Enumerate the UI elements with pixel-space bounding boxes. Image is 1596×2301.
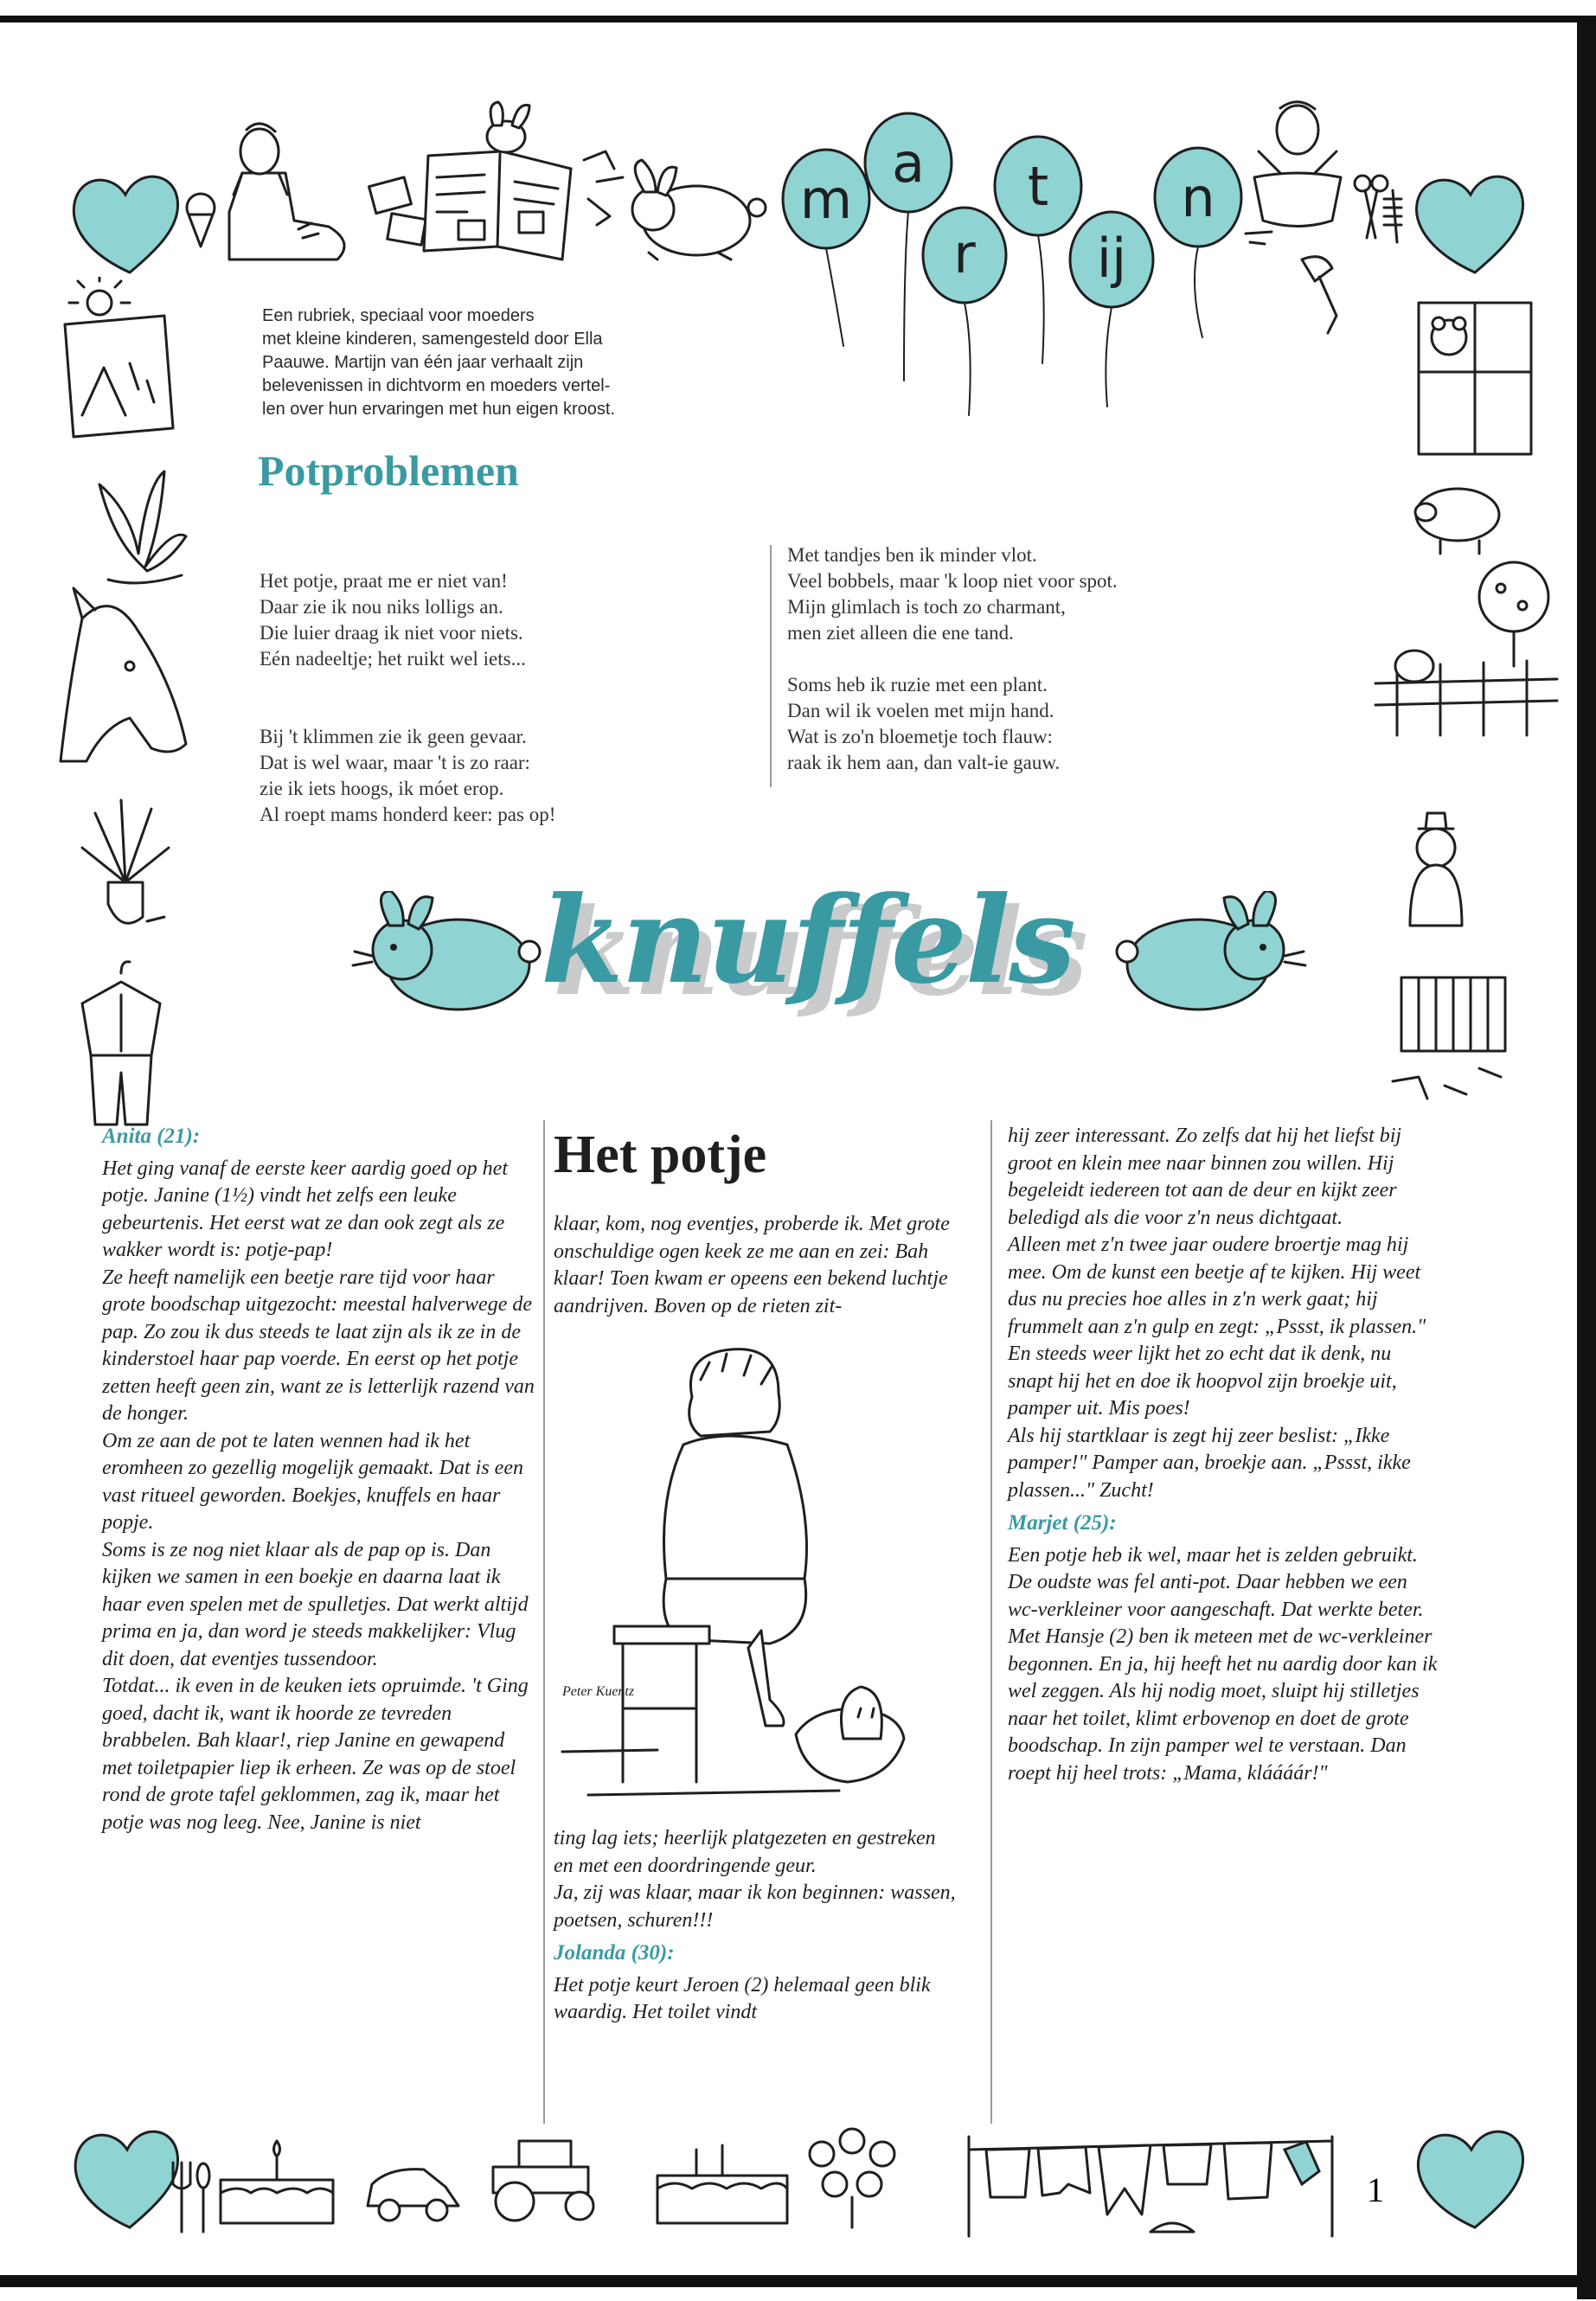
balloon-n: [1155, 148, 1241, 337]
poem-line: Dan wil ik voelen met mijn hand.: [787, 700, 1054, 721]
poem-line: Bij 't klimmen zie ik geen gevaar.: [260, 726, 527, 747]
snowman-illustration: [1410, 813, 1462, 926]
intro-line: belevenissen in dichtvorm en moeders vertel-: [262, 376, 611, 395]
heart-icon: [74, 176, 177, 272]
signature-text: Peter Kuentz: [562, 1684, 635, 1699]
poem-line: Eén nadeeltje; het ruikt wel iets...: [260, 648, 526, 670]
scissors-icon: [1355, 176, 1401, 242]
toy-tractor-illustration: [493, 2141, 593, 2221]
paragraph: Ze heeft namelijk een beetje rare tijd voor haar grote boodschap uitgezocht: meestal halverwege de pap. Zo zou ik dus steeds te laat zijn als ik ze in de kinderstoel haar pap voerde. En eerst op het potje zetten heeft geen zin, want ze is letterlijk razend van de honger.: [102, 1266, 535, 1425]
paragraph: ting lag iets; heerlijk platgezeten en gestreken en met een doordringende geur.: [554, 1827, 936, 1877]
balloon-t: [995, 137, 1081, 363]
illustrator-signature: [561, 1684, 635, 1699]
ice-cream-icon: [187, 194, 215, 247]
hanging-shirt-illustration: [82, 962, 160, 1125]
intro-line: met kleine kinderen, samengesteld door Ella: [262, 330, 603, 349]
poem-right-column: [787, 542, 1306, 776]
page-number-text: [1367, 2170, 1384, 2209]
paragraph: hij zeer interessant. Zo zelfs dat hij het liefst bij groot en klein mee naar binnen zou willen. Hij begeleidt iedereen tot aan de deur en kijkt zeer beledigd als die voor z'n neus dichtgaat.: [1008, 1125, 1402, 1229]
author-name: Marjet (25):: [1008, 1511, 1117, 1535]
scribbles-illustration: [584, 151, 623, 225]
hairdryer-icon: [1302, 257, 1336, 333]
paragraph: Alleen met z'n twee jaar oudere broertje mag hij mee. Om de kunst een beetje af te kijken. Hij weet dus nu precies hoe alles in z'n werk gaat; hij frummelt aan z'n gulp en zegt: „Pssst, ik plassen." En steeds weer lijkt het zo echt dat ik denk, nu snapt hij het en doe ik hoopvol zijn broekje uit, pamper uit. Mis poes!: [1008, 1234, 1426, 1420]
laundry-line-illustration: [969, 2137, 1332, 2236]
poem-line: men ziet alleen die ene tand.: [787, 622, 1014, 644]
article-column-3: [1008, 1123, 1440, 1787]
intro-line: len over hun ervaringen met hun eigen kroost.: [262, 400, 616, 419]
intro-line: Paauwe. Martijn van één jaar verhaalt zijn: [262, 353, 584, 372]
left-side-decoration: [0, 277, 225, 1142]
rabbit-reading-newspaper-illustration: [424, 102, 571, 260]
poem-line: Soms heb ik ruzie met een plant.: [787, 674, 1048, 695]
poem-left-column: [260, 542, 761, 828]
poem-line: zie ik iets hoogs, ik móet erop.: [260, 778, 504, 799]
svg-text:t: t: [1027, 155, 1049, 218]
paragraph: Totdat... ik even in de keuken iets opruimde. 't Ging goed, dacht ik, want ik hoorde ze tevreden brabbelen. Bah klaar!, riep Janine en gewapend met toiletpapier liep ik erheen. Ze was op de stoel rond de grote tafel geklommen, zag ik, maar het potje was nog leeg. Nee, Janine is niet: [102, 1675, 529, 1834]
page-border-bottom: [0, 2275, 1596, 2287]
horse-head-illustration: [61, 588, 186, 761]
potted-plant-illustration: [82, 800, 169, 923]
paragraph: Als hij startklaar is zegt hij zeer beslist: „Ikke pamper!" Pamper aan, broekje aan. „Pssst, ikke plassen..." Zucht!: [1008, 1424, 1411, 1502]
svg-text:r: r: [953, 222, 976, 285]
balloon-r: [923, 208, 1006, 415]
author-name: Anita (21):: [102, 1125, 201, 1148]
poem-line: Dat is wel waar, maar 't is zo raar:: [260, 752, 530, 773]
boy-on-potty-illustration: [1246, 102, 1341, 244]
balloon-m: [783, 150, 869, 346]
birthday-cake-illustration: [221, 2141, 333, 2223]
toy-car-illustration: [368, 2170, 458, 2221]
poem-line: Veel bobbels, maar 'k loop niet voor spot.: [787, 570, 1118, 592]
sun-postcard-illustration: [65, 277, 173, 437]
column-divider: [543, 1120, 545, 2124]
column-divider: [990, 1120, 992, 2124]
martijn-balloons: [783, 113, 1241, 415]
paragraph: Het ging vanaf de eerste keer aardig goed op het potje. Janine (1½) vindt het zelfs een leuke gebeurtenis. Het eerst wat ze dan ook zegt als ze wakker wordt is: potje-pap!: [102, 1157, 508, 1261]
heart-icon: [1418, 2131, 1522, 2227]
balloon-ij: [1070, 212, 1153, 407]
poem-divider: [770, 545, 772, 787]
poem-title: Potproblemen: [258, 446, 519, 495]
rabbit-right-illustration: [1112, 891, 1311, 1021]
svg-text:n: n: [1181, 166, 1215, 229]
poem-line: Daar zie ik nou niks lolligs an.: [260, 596, 503, 618]
poem-line: raak ik hem aan, dan valt-ie gauw.: [787, 752, 1061, 773]
article-column-2-bottom: [554, 1825, 960, 2027]
paragraph: Het potje keurt Jeroen (2) helemaal geen blik waardig. Het toilet vindt: [554, 1973, 931, 2023]
rabbit-left-illustration: [346, 891, 545, 1021]
poem-line: Al roept mams honderd keer: pas op!: [260, 804, 556, 825]
paragraph: Soms is ze nog niet klaar als de pap op is. Dan kijken we samen in een boekje en daarna laat ik haar even spelen met de spulletjes. Dat werkt altijd prima en ja, dan word je steeds makkelijker: Vlug dit doen, dat eventjes tussendoor.: [102, 1538, 529, 1670]
cutlery-icon: [173, 2163, 209, 2232]
paragraph: Om ze aan de pot te laten wennen had ik het eromheen zo gezellig mogelijk gemaakt. Dat is een vast ritueel geworden. Boekjes, knuffels en haar popje.: [102, 1429, 523, 1534]
cat-on-fence-illustration: [1375, 651, 1557, 735]
palm-plant-illustration: [99, 471, 186, 583]
knuffels-banner: knuffels: [541, 869, 1074, 1010]
heart-icon: [75, 2131, 177, 2227]
heart-icon: [1417, 176, 1523, 272]
page-number: 1: [1367, 2170, 1384, 2209]
intro-text: [262, 304, 747, 421]
teddy-in-window-illustration: [1419, 303, 1531, 454]
right-side-decoration: [1349, 285, 1583, 1133]
notes-illustration: [369, 177, 426, 245]
tree-illustration: [1479, 562, 1548, 666]
pig-illustration: [1415, 489, 1499, 554]
poem-line: Het potje, praat me er niet van!: [260, 570, 508, 592]
poem-line: Wat is zo'n bloemetje toch flauw:: [787, 726, 1053, 747]
svg-text:m: m: [799, 168, 853, 231]
author-name: Jolanda (30):: [554, 1941, 675, 1965]
paragraph: Een potje heb ik wel, maar het is zelden gebruikt. De oudste was fel anti-pot. Daar hebben we een wc-verkleiner voor aangeschaft. Dat werkte beter. Met Hansje (2) ben ik meteen met de wc-verkleiner begonnen. En ja, hij heeft het nu aardig door kan ik wel zeggen. Als hij nodig moet, sluipt hij stilletjes naar het toilet, klimt erbovenop en doet de grote boodschap. In zijn pamper wel te verstaan. Dan roept hij heel trots: „Mama, kláááár!": [1008, 1543, 1438, 1785]
svg-text:ij: ij: [1096, 227, 1127, 290]
bottom-decoration: [0, 2102, 1596, 2275]
child-on-chair-illustration: [554, 1345, 960, 1812]
poem-line: Mijn glimlach is toch zo charmant,: [787, 596, 1066, 618]
paragraph: Ja, zij was klaar, maar ik kon beginnen: wassen, poetsen, schuren!!!: [554, 1881, 956, 1932]
playpen-illustration: [1393, 977, 1505, 1099]
flower-bush-illustration: [810, 2129, 894, 2227]
article-title: Het potje: [554, 1125, 767, 1184]
svg-text:a: a: [892, 131, 925, 195]
article-column-2-top: [554, 1211, 960, 1320]
paragraph: klaar, kom, nog eventjes, proberde ik. Met grote onschuldige ogen keek ze me aan en zei: Bah klaar! Toen kwam er opeens een bekend luchtje aandrijven. Boven op de rieten zit-: [554, 1213, 950, 1317]
poem-line: Met tandjes ben ik minder vlot.: [787, 544, 1037, 566]
poem-line: Die luier draag ik niet voor niets.: [260, 622, 523, 644]
rabbit-illustration: [632, 160, 766, 260]
intro-line: Een rubriek, speciaal voor moeders: [262, 306, 535, 325]
article-column-1: [102, 1118, 535, 1836]
boy-in-shoe-illustration: [229, 124, 344, 260]
birthday-cake-illustration: [657, 2145, 787, 2223]
